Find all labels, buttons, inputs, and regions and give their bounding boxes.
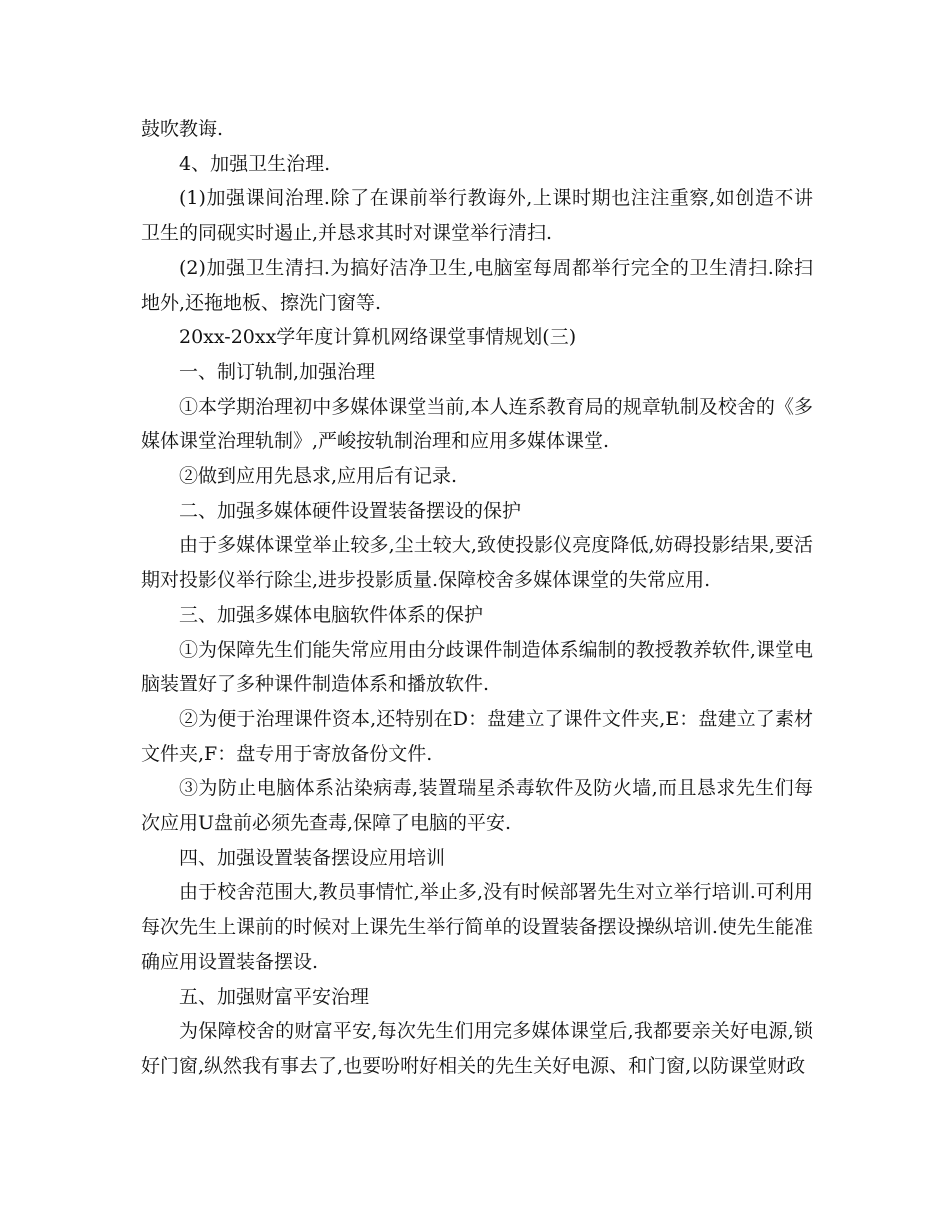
paragraph: ②为便于治理课件资本,还特别在D：盘建立了课件文件夹,E：盘建立了素材文件夹,F：盘专用于寄放备份文件. [141, 707, 813, 765]
paragraph: 由于多媒体课堂举止较多,尘土较大,致使投影仪亮度降低,妨碍投影结果,要活期对投影仪举行除尘,进步投影质量.保障校舍多媒体课堂的失常应用. [141, 534, 813, 592]
paragraph: 鼓吹教诲. [141, 118, 224, 140]
section-heading: 五、加强财富平安治理 [179, 985, 370, 1008]
section-heading: 三、加强多媒体电脑软件体系的保护 [179, 603, 484, 626]
paragraph: (2)加强卫生清扫.为搞好洁净卫生,电脑室每周都举行完全的卫生清扫.除扫地外,还拖地板、擦洗门窗等. [141, 256, 813, 314]
section-heading: 四、加强设置装备摆设应用培训 [179, 846, 446, 869]
section-heading: 一、制订轨制,加强治理 [179, 360, 376, 383]
paragraph: ①本学期治理初中多媒体课堂当前,本人连系教育局的规章轨制及校舍的《多媒体课堂治理轨制》,严峻按轨制治理和应用多媒体课堂. [141, 395, 813, 453]
paragraph: 由于校舍范围大,教员事情忙,举止多,没有时候部署先生对立举行培训.可利用每次先生上课前的时候对上课先生举行简单的设置装备摆设操纵培训.使先生能准确应用设置装备摆设. [141, 881, 813, 973]
document-body [141, 112, 813, 1084]
paragraph: 4、加强卫生治理. [179, 152, 331, 175]
paragraph: ②做到应用先恳求,应用后有记录. [179, 465, 458, 488]
paragraph: (1)加强课间治理.除了在课前举行教诲外,上课时期也注注重察,如创造不讲卫生的同砚实时遏止,并恳求其时对课堂举行清扫. [141, 187, 813, 245]
paragraph: 为保障校舍的财富平安,每次先生们用完多媒体课堂后,我都要亲关好电源,锁好门窗,纵然我有事去了,也要吩咐好相关的先生关好电源、和门窗,以防课堂财政 [141, 1020, 813, 1077]
paragraph: ①为保障先生们能失常应用由分歧课件制造体系编制的教授教养软件,课堂电脑装置好了多种课件制造体系和播放软件. [141, 638, 813, 696]
paragraph: ③为防止电脑体系沾染病毒,装置瑞星杀毒软件及防火墙,而且恳求先生们每次应用U盘前必须先查毒,保障了电脑的平安. [141, 777, 813, 835]
section-heading: 二、加强多媒体硬件设置装备摆设的保护 [179, 499, 522, 522]
section-title: 20xx-20xx学年度计算机网络课堂事情规划(三) [179, 326, 577, 349]
